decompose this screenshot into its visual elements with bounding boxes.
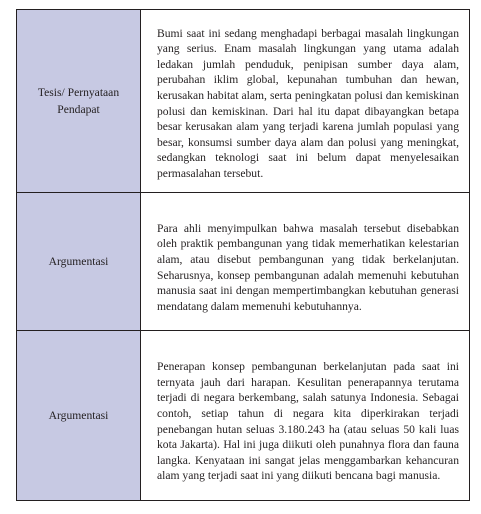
- row-text-argument-1: Para ahli menyimpulkan bahwa masalah tersebut disebabkan oleh praktik pembangunan yang tidak memerhatikan kelestarian alam, atau disebut pembangunan yang tidak berkelanjutan. Seharusnya, konsep pembangunan adalah memenuhi kebutuhan manusia saat ini dengan mempertimbangkan kebutuhan generasi mendatang dalam memenuhi kebutuhannya.: [141, 193, 470, 331]
- row-label-thesis: Tesis/ Pernyataan Pendapat: [17, 10, 141, 193]
- table-row-argument-1: [17, 193, 470, 331]
- argument-structure-table: [16, 9, 470, 501]
- row-label-argument-1: Argumentasi: [17, 193, 141, 331]
- row-text-argument-2: Penerapan konsep pembangunan berkelanjutan pada saat ini ternyata jauh dari harapan. Kesulitan penerapannya terutama terjadi di negara berkembang, salah satunya Indonesia. Sebagai contoh, setiap tahun di negara kita diperkirakan terjadi penebangan hutan seluas 3.180.243 ha (atau seluas 50 kali luas kota Jakarta). Hal ini juga diikuti oleh punahnya flora dan fauna langka. Kenyataan ini sangat jelas menggambarkan kehancuran alam yang terjadi saat ini yang diikuti bencana bagi manusia.: [141, 331, 470, 501]
- table-row-argument-2: [17, 331, 470, 501]
- table-row-thesis: [17, 10, 470, 193]
- row-label-argument-2: Argumentasi: [17, 331, 141, 501]
- row-text-thesis: Bumi saat ini sedang menghadapi berbagai masalah lingkungan yang serius. Enam masalah lingkungan yang utama adalah ledakan jumlah penduduk, penipisan sumber daya alam, perubahan iklim global, kepunahan tumbuhan dan hewan, kerusakan habitat alam, serta peningkatan polusi dan kemiskinan polusi dan kemiskinan. Dari hal itu dapat dibayangkan betapa besar kerusakan alam yang terjadi karena jumlah populasi yang besar, konsumsi sumber daya alam dan polusi yang meningkat, sedangkan teknologi saat ini belum dapat menyelesaikan permasalahan tersebut.: [141, 10, 470, 193]
